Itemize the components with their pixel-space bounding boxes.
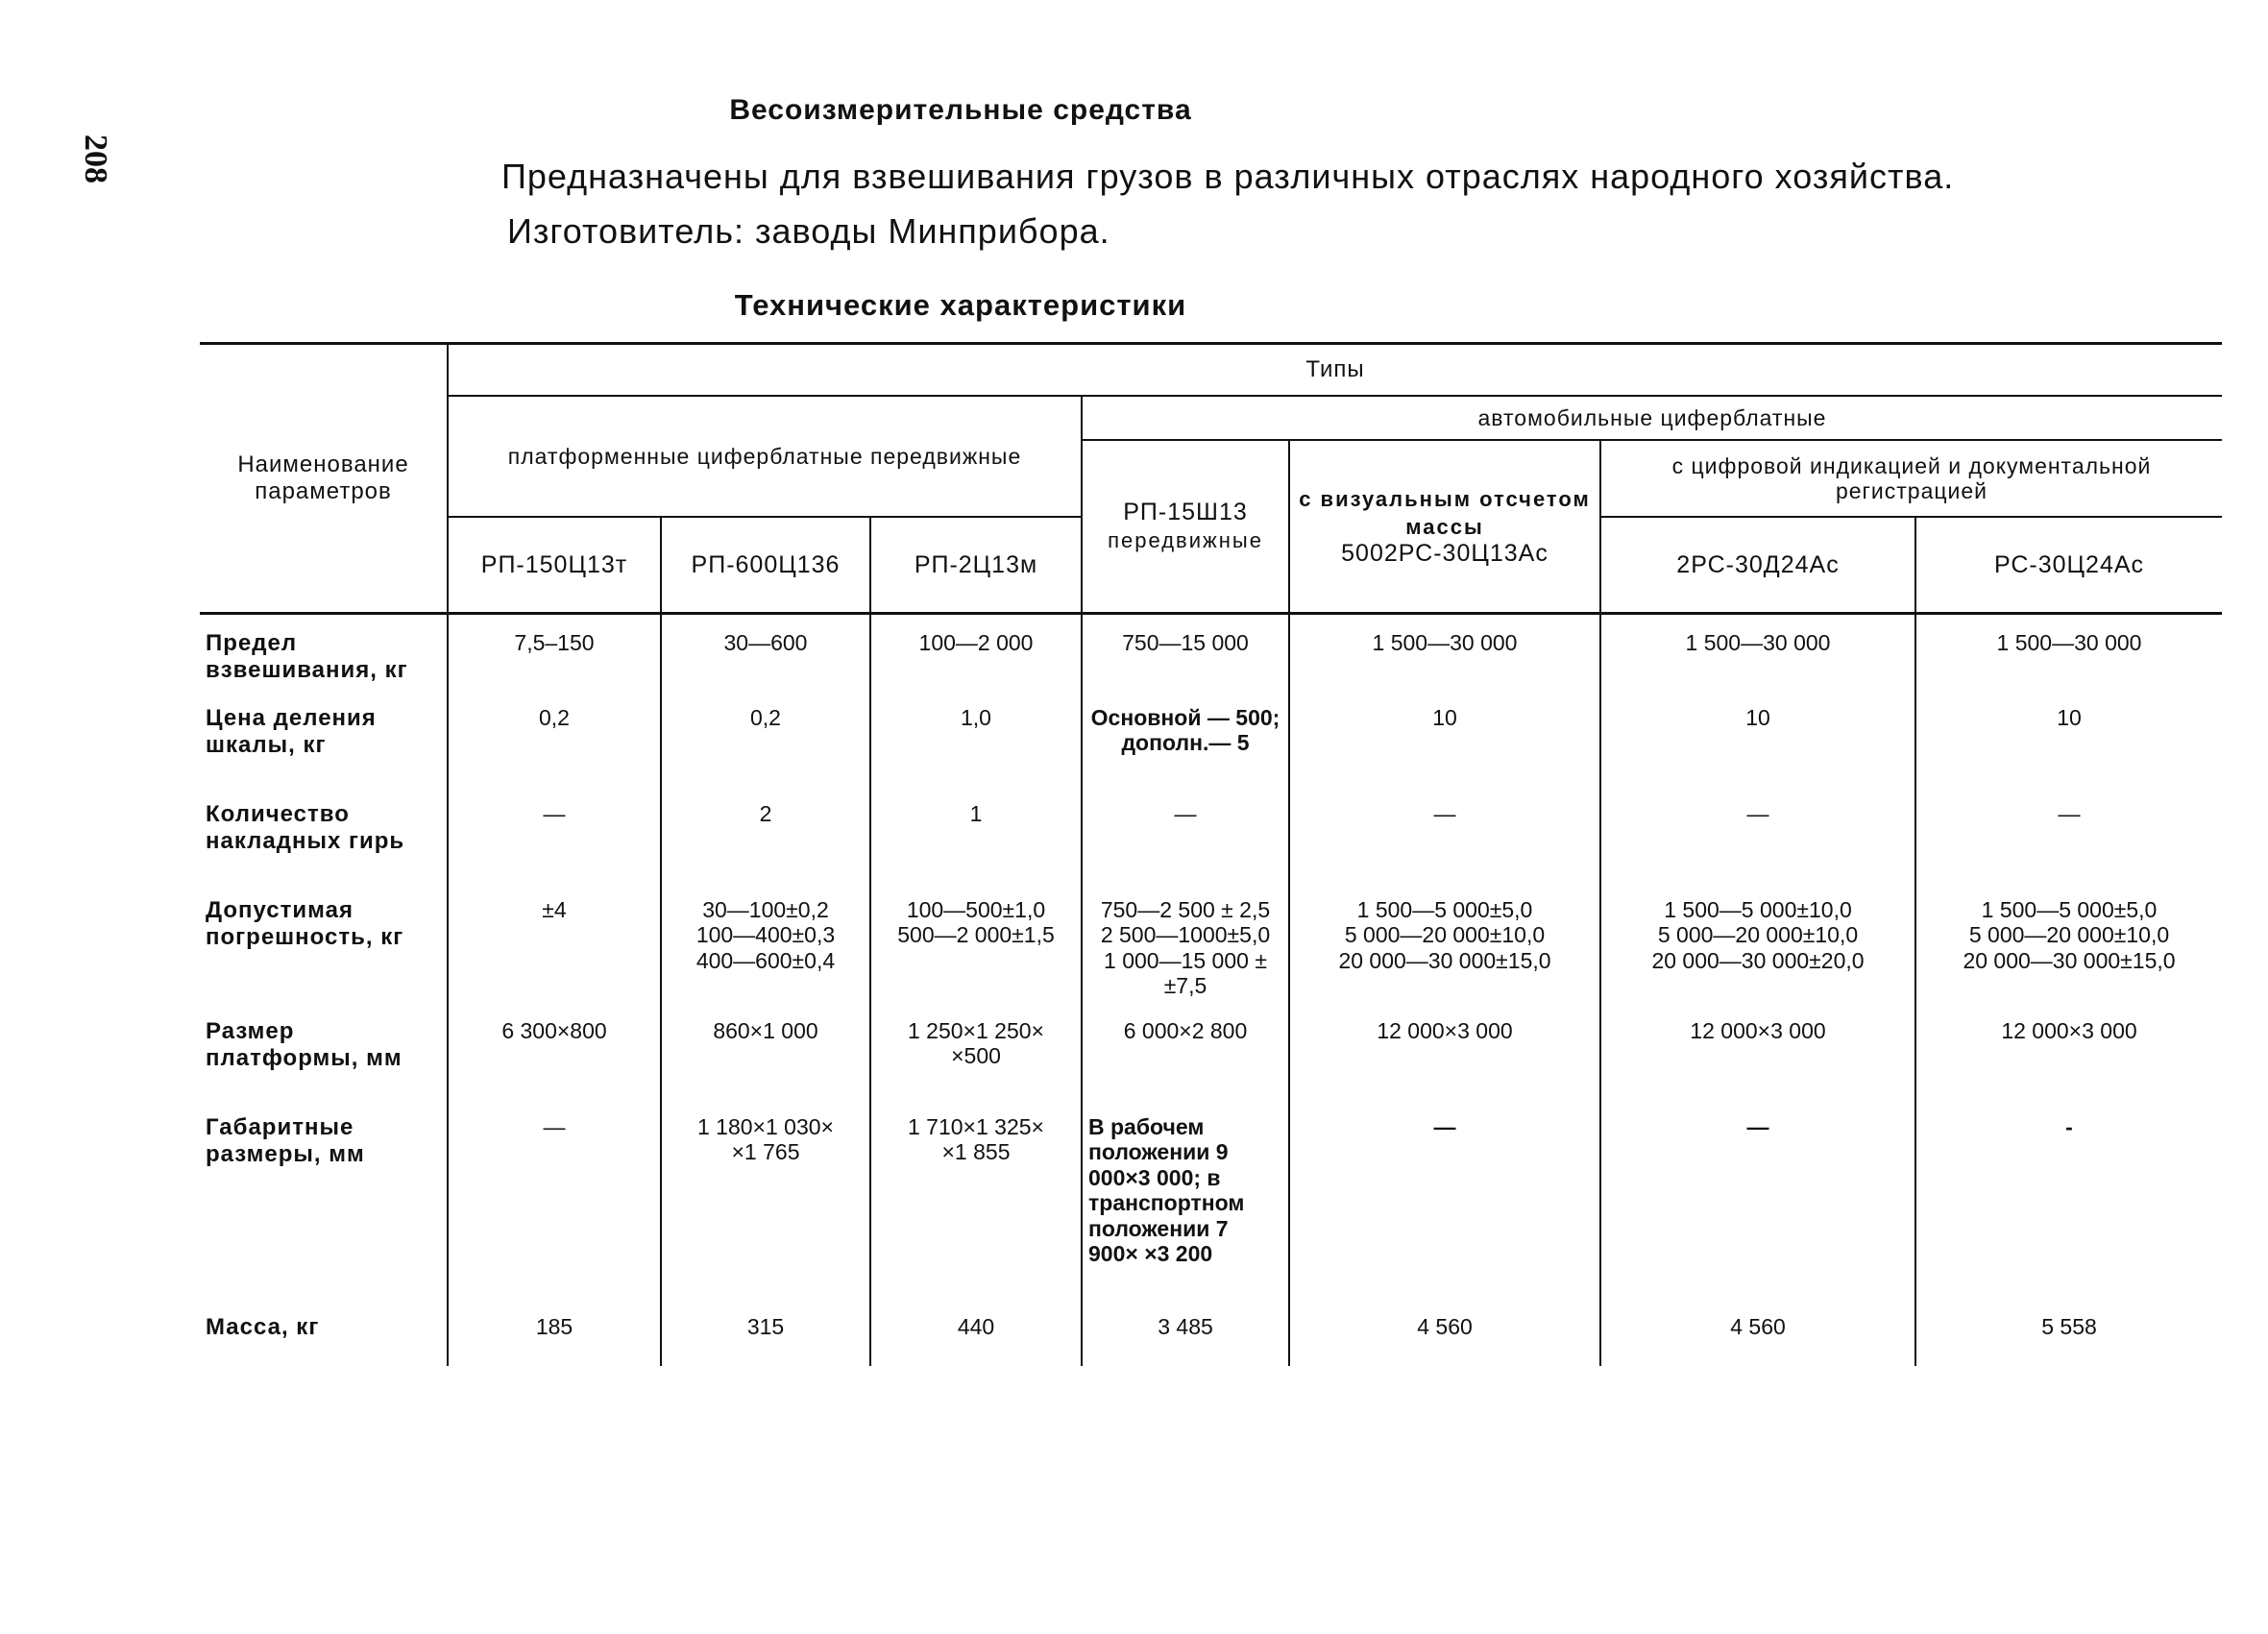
types-header: Типы	[448, 344, 2222, 397]
table-cell: 1 180×1 030× ×1 765	[661, 1110, 870, 1310]
group-digital-header: с цифровой индикацией и документальной регистрацией	[1600, 440, 2222, 517]
table-cell: 10	[1289, 701, 1600, 797]
table-row	[200, 614, 2222, 702]
table-row	[200, 1110, 2222, 1310]
table-row	[200, 701, 2222, 797]
table-cell: 4 560	[1289, 1310, 1600, 1366]
table-cell: —	[2058, 801, 2081, 826]
table-cell: 750—15 000	[1082, 614, 1289, 702]
row-label: Масса, кг	[200, 1310, 448, 1366]
table-cell: 3 485	[1082, 1310, 1289, 1366]
table-cell: 10	[1600, 701, 1915, 797]
model-m5-label: с визуальным отсчетом массы	[1299, 486, 1591, 539]
table-cell: -	[2065, 1114, 2073, 1139]
table-cell: 12 000×3 000	[1600, 1014, 1915, 1110]
row-label: Габаритные размеры, мм	[200, 1110, 448, 1310]
table-cell: 1	[870, 797, 1082, 893]
table-cell: 1 250×1 250× ×500	[870, 1014, 1082, 1110]
model-m4: РП-15Ш13	[1123, 499, 1248, 526]
table-cell: —	[1289, 1110, 1600, 1310]
table-cell: —	[448, 1110, 661, 1310]
row-label: Предел взвешивания, кг	[200, 614, 448, 702]
table-cell: —	[1289, 797, 1600, 893]
table-cell: 30—600	[661, 614, 870, 702]
table-cell: —	[448, 797, 661, 893]
table-cell: 1 500—30 000	[1289, 614, 1600, 702]
table-cell: 1 500—30 000	[1600, 614, 1915, 702]
table-cell: 4 560	[1600, 1310, 1915, 1366]
table-cell: 5 558	[2041, 1314, 2097, 1339]
table-cell: 440	[870, 1310, 1082, 1366]
table-cell: 1,0	[870, 701, 1082, 797]
table-cell: ±4	[448, 893, 661, 1014]
table-cell: 315	[661, 1310, 870, 1366]
table-cell: 1 710×1 325× ×1 855	[870, 1110, 1082, 1310]
table-cell: 1 500—5 000±5,0 5 000—20 000±10,0 20 000—30 000±15,0	[1963, 897, 2176, 973]
table-cell: 30—100±0,2 100—400±0,3 400—600±0,4	[661, 893, 870, 1014]
intro-purpose: Предназначены для взвешивания грузов в различных отраслях народного хозяйства.	[501, 157, 1955, 196]
table-cell: 6 000×2 800	[1082, 1014, 1289, 1110]
model-header-m3: РП-2Ц13м	[870, 517, 1082, 614]
model-m4-sub: передвижные	[1108, 528, 1263, 552]
document-title: Весоизмерительные средства	[729, 94, 1192, 126]
table-cell: 860×1 000	[661, 1014, 870, 1110]
table-cell: 100—2 000	[870, 614, 1082, 702]
table-cell: 12 000×3 000	[2001, 1018, 2137, 1043]
table-cell: —	[1082, 797, 1289, 893]
table-body	[200, 614, 2222, 1367]
table-cell: 750—2 500 ± 2,5 2 500—1000±5,0 1 000—15 000 ± ±7,5	[1082, 893, 1289, 1014]
table-cell: 1 500—5 000±5,0 5 000—20 000±10,0 20 000—30 000±15,0	[1289, 893, 1600, 1014]
table-cell: 1 500—30 000	[1996, 630, 2142, 655]
table-cell: В рабочем положении 9 000×3 000; в транспортном положении 7 900× ×3 200	[1082, 1110, 1289, 1310]
model-header-m1: РП-150Ц13т	[448, 517, 661, 614]
table-cell: 7,5–150	[448, 614, 661, 702]
table-cell: Основной — 500; дополн.— 5	[1082, 701, 1289, 797]
model-header-m2: РП-600Ц136	[661, 517, 870, 614]
table-cell: 0,2	[661, 701, 870, 797]
row-label: Допустимая погрешность, кг	[200, 893, 448, 1014]
table-cell: 12 000×3 000	[1289, 1014, 1600, 1110]
intro-manufacturer: Изготовитель: заводы Минприбора.	[507, 211, 1110, 251]
specs-table	[200, 342, 2222, 1366]
table-row	[200, 1014, 2222, 1110]
table-header	[200, 344, 2222, 614]
table-cell: 100—500±1,0 500—2 000±1,5	[870, 893, 1082, 1014]
model-header-m4	[1082, 440, 1289, 614]
row-label: Размер платформы, мм	[200, 1014, 448, 1110]
table-title: Технические характеристики	[734, 288, 1187, 322]
table-row	[200, 797, 2222, 893]
row-label: Цена деления шкалы, кг	[200, 701, 448, 797]
table-row	[200, 893, 2222, 1014]
table-cell: 6 300×800	[448, 1014, 661, 1110]
model-header-m5	[1289, 440, 1600, 614]
param-column-header: Наименование параметров	[200, 344, 448, 614]
table-cell: 1 500—5 000±10,0 5 000—20 000±10,0 20 000—30 000±20,0	[1600, 893, 1915, 1014]
page-number: 208	[78, 134, 113, 183]
table-cell: 2	[661, 797, 870, 893]
group-platform-header: платформенные циферблатные передвижные	[448, 396, 1082, 517]
table-cell: 0,2	[448, 701, 661, 797]
table-cell: 10	[2057, 705, 2082, 730]
model-m5: 5002РС-30Ц13Ас	[1341, 540, 1549, 568]
row-label: Количество накладных гирь	[200, 797, 448, 893]
model-header-m6: 2РС-30Д24Ас	[1600, 517, 1915, 614]
table-cell: —	[1600, 1110, 1915, 1310]
model-header-m7: РС-30Ц24Ас	[1915, 517, 2222, 614]
group-auto-header: автомобильные циферблатные	[1082, 396, 2222, 440]
table-cell: 185	[448, 1310, 661, 1366]
table-cell: —	[1600, 797, 1915, 893]
table-row	[200, 1310, 2222, 1366]
